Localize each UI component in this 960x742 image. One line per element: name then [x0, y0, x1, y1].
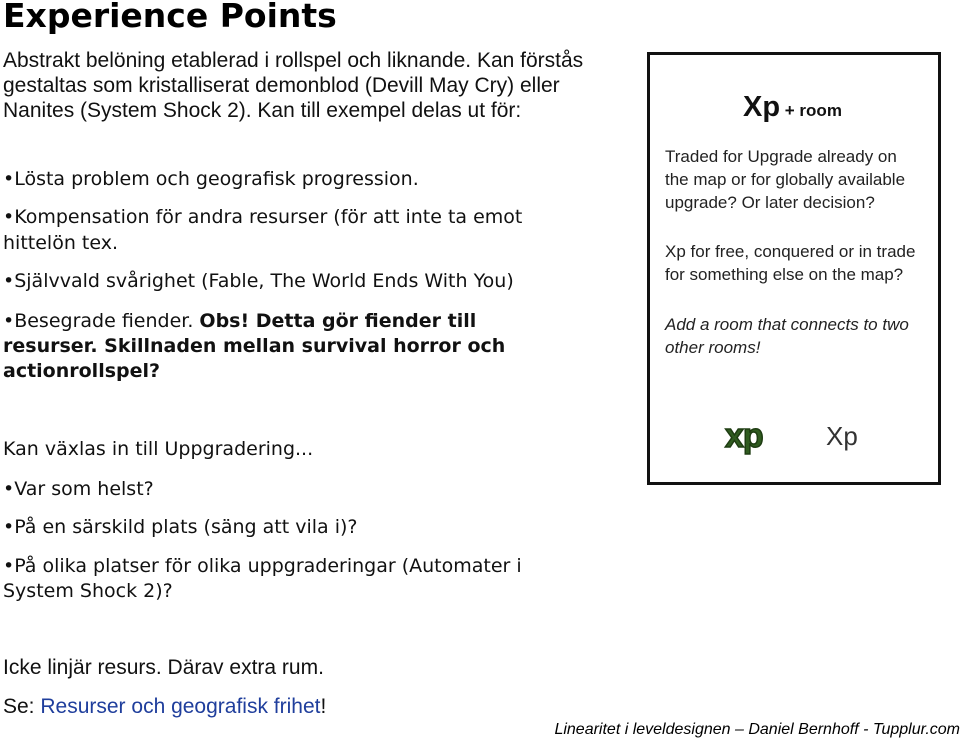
- xp-room-figure: [647, 52, 941, 485]
- figure-title-sub: + room: [780, 101, 842, 120]
- bullet-progression: •Lösta problem och geografisk progression.: [3, 168, 419, 190]
- xp-label: Xp: [826, 421, 858, 451]
- figure-para1-line2: the map or for globally available: [665, 170, 906, 189]
- bold-note-line1: Obs! Detta gör fiender till: [199, 310, 477, 332]
- bullet-enemies-text: •Besegrade fiender.: [3, 310, 200, 332]
- upgrade-item-specific-place: •På en särskild plats (säng att vila i)?: [3, 516, 358, 538]
- figure-para3-line1: Add a room that connects to two: [665, 315, 909, 334]
- bullet-compensation-cont: hittelön tex.: [3, 232, 118, 254]
- bullet-enemies: [3, 308, 476, 334]
- figure-para3-line2: other rooms!: [665, 338, 761, 357]
- upgrade-item-various-places-cont: System Shock 2)?: [3, 580, 173, 602]
- figure-title-main: Xp: [743, 91, 781, 123]
- upgrade-item-anywhere: •Var som helst?: [3, 478, 154, 500]
- figure-title: [743, 91, 842, 124]
- see-prefix: Se:: [3, 695, 41, 718]
- figure-para2-line2: for something else on the map?: [665, 265, 904, 284]
- intro-text: Abstrakt belöning etablerad i rollspel och liknande. Kan förstås gestaltas som kristalliserat demonblod (Devill May Cry) eller Nanites (System Shock 2). Kan till exempel delas ut för:: [3, 49, 584, 122]
- xp-logo-icon: xp: [725, 417, 763, 455]
- bullet-difficulty: •Självvald svårighet (Fable, The World Ends With You): [3, 270, 514, 292]
- bold-note-line2: resurser. Skillnaden mellan survival horror och: [3, 335, 506, 357]
- page-title: Experience Points: [3, 0, 337, 35]
- upgrade-item-various-places: •På olika platser för olika uppgraderingar (Automater i: [3, 555, 522, 577]
- figure-para1-line3: upgrade? Or later decision?: [665, 193, 875, 212]
- nonlinear-note: Icke linjär resurs. Därav extra rum.: [3, 656, 324, 679]
- footer-credit: Linearitet i leveldesignen – Daniel Bernhoff - Tupplur.com: [554, 721, 960, 738]
- see-also: [3, 694, 326, 720]
- figure-para2-line1: Xp for free, conquered or in trade: [665, 242, 916, 261]
- see-suffix: !: [320, 695, 327, 718]
- figure-para1-line1: Traded for Upgrade already on: [665, 147, 897, 166]
- bold-note-line3: actionrollspel?: [3, 360, 161, 382]
- resources-link[interactable]: Resurser och geografisk frihet: [40, 695, 321, 718]
- upgrade-heading: Kan växlas in till Uppgradering...: [3, 438, 314, 460]
- bullet-compensation: •Kompensation för andra resurser (för att inte ta emot: [3, 206, 523, 228]
